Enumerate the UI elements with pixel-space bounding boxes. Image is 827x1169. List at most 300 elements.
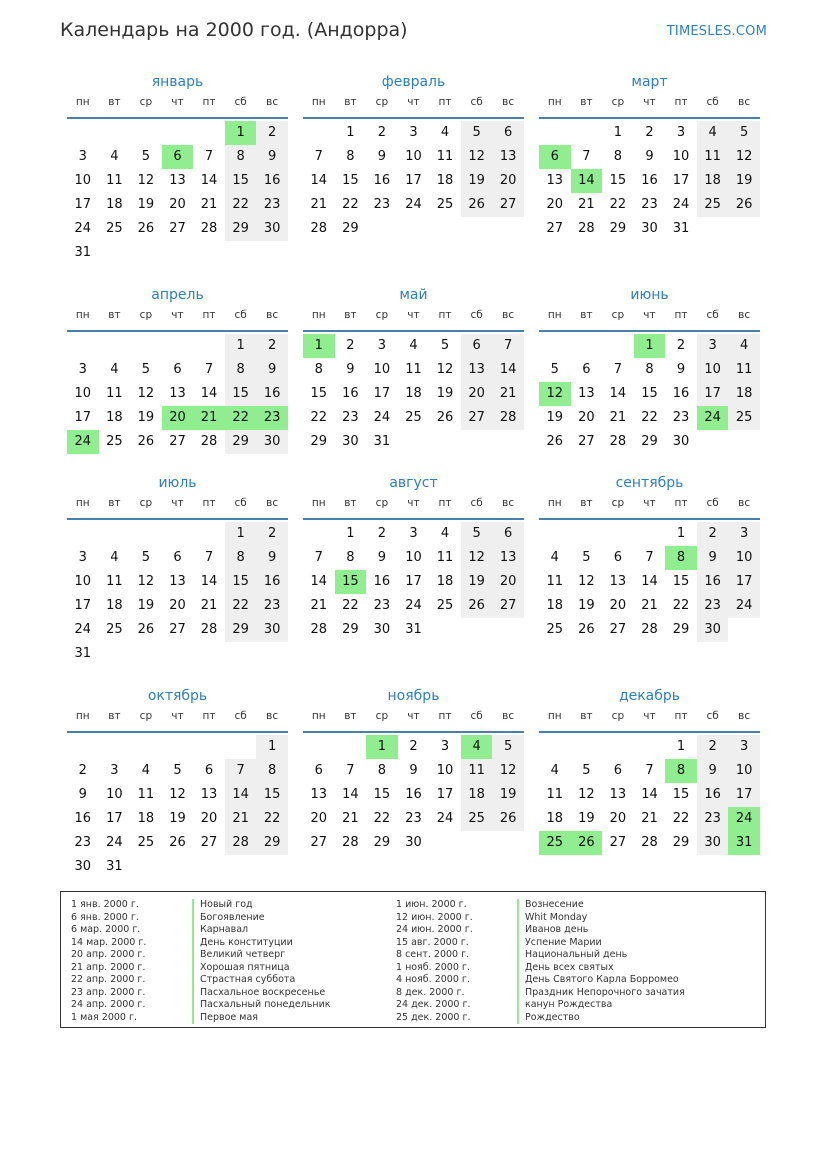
day-cell: 3 (697, 334, 729, 358)
day-cell: 25 (546, 622, 564, 637)
day-cell: 8 (613, 149, 623, 164)
day-cell: 19 (461, 570, 493, 594)
day-cell: 26 (578, 622, 595, 637)
day-cell: 24 (436, 811, 454, 826)
holiday-name: Вознесение (517, 899, 584, 912)
day-cell: 5 (440, 338, 450, 353)
day-cell-empty (303, 121, 335, 145)
day-cell-empty (67, 121, 99, 145)
month-name: март (631, 74, 668, 90)
day-cell: 10 (74, 386, 92, 401)
holiday-name: Карнавал (192, 924, 248, 937)
day-cell: 18 (405, 386, 422, 401)
day-cell: 9 (645, 149, 654, 164)
weekday-label: сб (234, 710, 247, 722)
day-cell: 10 (405, 149, 422, 164)
day-cell: 8 (225, 358, 257, 382)
day-cell: 6 (492, 121, 524, 145)
day-cell: 5 (461, 522, 493, 546)
day-cell-holiday: 23 (256, 406, 288, 430)
weekday-label: вс (502, 710, 515, 722)
day-cell: 19 (137, 410, 155, 425)
day-cell: 3 (110, 763, 119, 778)
month-name: май (399, 287, 428, 303)
day-cell: 8 (314, 362, 323, 377)
weekday-label: чт (171, 309, 184, 321)
day-cell-holiday: 24 (67, 430, 99, 454)
weekday-label: пн (547, 710, 562, 722)
weekday-label: сб (706, 497, 719, 509)
day-cell: 27 (310, 835, 328, 850)
weekday-label: ср (375, 710, 389, 722)
day-cell: 10 (728, 759, 760, 783)
day-cell: 1 (225, 522, 257, 546)
day-cell: 13 (492, 546, 524, 570)
day-cell-empty (634, 522, 666, 546)
day-cell: 9 (256, 145, 288, 169)
day-cell: 27 (578, 434, 595, 449)
day-cell: 16 (256, 169, 288, 193)
day-cell: 11 (436, 149, 454, 164)
day-cell: 5 (492, 735, 524, 759)
day-cell: 13 (169, 574, 186, 589)
day-cell: 19 (546, 410, 564, 425)
day-cell: 26 (137, 622, 155, 637)
day-cell: 17 (728, 570, 760, 594)
holiday-name: Великий четверг (192, 949, 285, 962)
weekday-label: пт (202, 309, 216, 321)
weekday-header (539, 92, 760, 119)
day-cell: 21 (225, 807, 257, 831)
day-cell-empty (602, 735, 634, 759)
day-cell: 14 (342, 787, 359, 802)
day-cell: 29 (225, 217, 257, 241)
day-cell-empty (130, 121, 162, 145)
weekday-label: вт (108, 96, 121, 108)
day-cell-empty (162, 735, 194, 759)
weekday-label: пт (202, 497, 216, 509)
day-cell-holiday: 24 (697, 406, 729, 430)
weekday-header (67, 493, 288, 520)
day-cell: 22 (342, 197, 359, 212)
day-cell-empty (193, 735, 225, 759)
day-cell: 18 (137, 811, 155, 826)
day-cell: 30 (256, 618, 288, 642)
weekday-label: ср (139, 710, 153, 722)
day-cell: 8 (645, 362, 654, 377)
day-cell: 24 (373, 410, 391, 425)
day-cell: 11 (461, 759, 493, 783)
holiday-name: Иванов день (517, 924, 588, 937)
day-cell: 26 (137, 434, 155, 449)
day-cell-empty (539, 334, 571, 358)
weekday-label: вт (580, 497, 593, 509)
day-cell: 12 (137, 386, 155, 401)
holiday-name: День конституции (192, 937, 293, 950)
day-cell: 9 (78, 787, 87, 802)
day-cell-empty (571, 522, 603, 546)
day-cell: 6 (613, 763, 623, 778)
day-cell: 3 (409, 125, 418, 140)
day-cell: 2 (78, 763, 87, 778)
holiday-date: 8 сент. 2000 г. (396, 949, 470, 960)
legend-row (61, 987, 331, 1000)
weekday-label: вт (580, 710, 593, 722)
day-cell: 9 (377, 550, 387, 565)
holiday-date: 25 дек. 2000 г. (396, 1011, 471, 1023)
legend-row (386, 974, 685, 987)
day-cell: 20 (609, 598, 627, 613)
day-cell: 20 (169, 197, 186, 212)
day-cell: 10 (74, 173, 92, 188)
day-cell: 7 (613, 362, 623, 377)
holiday-name: Хорошая пятница (192, 962, 290, 975)
day-cell-empty (571, 735, 603, 759)
day-cell: 23 (405, 811, 422, 826)
day-cell: 25 (106, 221, 123, 236)
day-cell: 2 (697, 735, 729, 759)
legend-row (386, 987, 685, 1000)
day-cell: 7 (204, 149, 214, 164)
day-cell: 25 (106, 434, 123, 449)
day-cell: 16 (697, 570, 729, 594)
day-cell: 28 (200, 221, 218, 236)
day-cell-holiday: 1 (225, 121, 257, 145)
day-cell: 17 (672, 173, 690, 188)
day-cell: 12 (492, 759, 524, 783)
day-cell: 13 (546, 173, 564, 188)
weekday-label: вт (344, 710, 357, 722)
legend-row (61, 949, 331, 962)
day-cell: 31 (106, 859, 123, 874)
day-cell: 9 (697, 759, 729, 783)
weekday-label: ср (375, 309, 389, 321)
day-cell: 14 (310, 173, 328, 188)
weekday-label: пн (311, 710, 326, 722)
day-cell: 15 (342, 173, 359, 188)
weekday-label: ср (139, 96, 153, 108)
day-cell: 21 (200, 598, 218, 613)
month-name: июль (158, 475, 197, 491)
day-cell: 16 (342, 386, 359, 401)
day-cell: 7 (225, 759, 257, 783)
day-cell: 13 (200, 787, 218, 802)
day-cell-holiday: 14 (571, 169, 603, 193)
day-cell-empty (303, 522, 335, 546)
day-cell: 13 (492, 145, 524, 169)
day-cell: 2 (256, 522, 288, 546)
holiday-name: День Святого Карла Борромео (517, 974, 679, 987)
holiday-date: 22 апр. 2000 г. (71, 974, 146, 985)
weekday-label: сб (470, 96, 483, 108)
day-cell-holiday: 24 (728, 807, 760, 831)
day-cell-empty (602, 334, 634, 358)
day-cell: 15 (609, 173, 627, 188)
day-cell: 27 (609, 835, 627, 850)
day-cell: 4 (697, 121, 729, 145)
weekday-label: чт (171, 710, 184, 722)
day-cell: 25 (697, 193, 729, 217)
month-name: февраль (381, 74, 446, 90)
day-cell: 26 (728, 193, 760, 217)
day-cell: 14 (200, 386, 218, 401)
day-cell-empty (571, 121, 603, 145)
day-cell: 23 (256, 594, 288, 618)
day-cell: 8 (346, 550, 355, 565)
day-cell: 29 (609, 221, 627, 236)
day-cell: 5 (582, 550, 591, 565)
day-cell-empty (99, 121, 131, 145)
legend-row (386, 937, 685, 950)
day-cell: 30 (256, 217, 288, 241)
day-cell: 31 (405, 622, 422, 637)
weekday-label: пт (438, 309, 452, 321)
day-cell: 21 (310, 598, 328, 613)
day-cell: 29 (225, 618, 257, 642)
weekday-label: ср (611, 309, 625, 321)
day-cell-holiday: 6 (539, 145, 571, 169)
day-cell: 21 (492, 382, 524, 406)
day-cell: 27 (169, 622, 186, 637)
day-cell: 17 (405, 574, 422, 589)
day-cell: 9 (676, 362, 686, 377)
day-cell-empty (303, 735, 335, 759)
day-grid (539, 121, 760, 241)
weekday-header (303, 493, 524, 520)
day-cell: 21 (578, 197, 595, 212)
holiday-name: Первое мая (192, 1012, 258, 1025)
day-cell: 29 (373, 835, 391, 850)
day-cell-empty (193, 522, 225, 546)
day-cell: 13 (609, 787, 627, 802)
day-cell: 7 (346, 763, 355, 778)
day-cell: 30 (672, 434, 690, 449)
day-cell: 24 (405, 197, 422, 212)
day-cell: 3 (728, 522, 760, 546)
day-cell: 23 (641, 197, 658, 212)
holiday-date: 6 мар. 2000 г. (71, 924, 141, 935)
day-cell: 16 (405, 787, 422, 802)
legend-row (386, 899, 685, 912)
day-cell: 7 (645, 763, 654, 778)
day-cell: 19 (169, 811, 186, 826)
day-cell-empty (335, 735, 367, 759)
day-grid (67, 522, 288, 666)
day-cell: 20 (169, 598, 186, 613)
day-cell-empty (162, 522, 194, 546)
day-cell-empty (99, 522, 131, 546)
legend-row (61, 1012, 331, 1025)
legend-row (386, 999, 685, 1012)
day-cell: 29 (225, 430, 257, 454)
holiday-name: Успение Марии (517, 937, 602, 950)
weekday-label: вт (580, 96, 593, 108)
weekday-label: пн (547, 309, 562, 321)
day-cell-holiday: 8 (665, 546, 697, 570)
weekday-label: пт (202, 96, 216, 108)
holiday-date: 23 апр. 2000 г. (71, 986, 146, 998)
weekday-label: вт (344, 96, 357, 108)
weekday-header (539, 493, 760, 520)
day-cell: 31 (74, 245, 92, 260)
day-cell: 13 (609, 574, 627, 589)
day-cell-empty (130, 334, 162, 358)
day-cell: 3 (728, 735, 760, 759)
month-6 (539, 285, 760, 454)
day-cell: 15 (672, 787, 690, 802)
day-cell: 23 (256, 193, 288, 217)
brand-link[interactable]: TIMESLES.COM (666, 24, 767, 39)
weekday-label: пн (547, 96, 562, 108)
day-cell: 19 (578, 811, 595, 826)
holiday-date: 14 мар. 2000 г. (71, 936, 147, 948)
day-cell: 31 (373, 434, 391, 449)
weekday-label: вт (580, 309, 593, 321)
day-cell: 24 (74, 622, 92, 637)
day-cell: 18 (546, 598, 564, 613)
day-grid (67, 334, 288, 454)
holiday-date: 24 июн. 2000 г. (396, 924, 473, 935)
day-cell: 1 (346, 526, 355, 541)
day-cell: 3 (377, 338, 387, 353)
day-grid (539, 334, 760, 454)
weekday-label: сб (234, 309, 247, 321)
day-cell: 22 (672, 811, 690, 826)
day-cell: 2 (377, 125, 387, 140)
day-cell: 26 (461, 193, 493, 217)
legend-row (61, 912, 331, 925)
day-cell: 22 (342, 598, 359, 613)
day-cell: 6 (314, 763, 323, 778)
day-cell: 13 (461, 358, 493, 382)
day-cell: 1 (676, 739, 686, 754)
month-9 (539, 473, 760, 642)
weekday-label: вс (266, 497, 279, 509)
day-cell: 24 (728, 594, 760, 618)
day-cell: 21 (641, 811, 658, 826)
holiday-name: Богоявление (192, 912, 265, 925)
day-cell: 6 (461, 334, 493, 358)
day-cell: 8 (225, 145, 257, 169)
weekday-label: пн (75, 309, 90, 321)
holiday-date: 24 апр. 2000 г. (71, 999, 146, 1010)
day-cell: 10 (106, 787, 123, 802)
weekday-header (303, 706, 524, 733)
day-cell: 13 (578, 386, 595, 401)
day-cell: 22 (256, 807, 288, 831)
day-cell: 18 (546, 811, 564, 826)
month-12 (539, 686, 760, 855)
legend-row (61, 924, 331, 937)
day-cell: 10 (436, 763, 454, 778)
day-grid (539, 735, 760, 855)
day-cell: 14 (641, 787, 658, 802)
day-cell: 18 (461, 783, 493, 807)
holiday-name: Whit Monday (517, 912, 587, 925)
day-cell-empty (225, 735, 257, 759)
day-cell: 2 (645, 125, 654, 140)
legend-column-left (61, 899, 331, 1024)
holiday-name: Пасхальный понедельник (192, 999, 331, 1012)
day-cell: 28 (310, 221, 328, 236)
day-cell: 1 (613, 125, 623, 140)
day-cell: 14 (310, 574, 328, 589)
day-cell: 29 (672, 835, 690, 850)
day-cell: 16 (256, 570, 288, 594)
month-8 (303, 473, 524, 642)
day-cell: 8 (225, 546, 257, 570)
weekday-label: пт (674, 309, 688, 321)
day-cell: 20 (461, 382, 493, 406)
day-cell: 11 (697, 145, 729, 169)
day-cell: 18 (697, 169, 729, 193)
day-cell: 16 (641, 173, 658, 188)
weekday-label: вс (502, 96, 515, 108)
month-10 (67, 686, 288, 879)
holiday-date: 8 дек. 2000 г. (396, 986, 465, 998)
day-cell: 30 (697, 618, 729, 642)
day-cell-empty (539, 735, 571, 759)
weekday-label: сб (706, 96, 719, 108)
day-cell: 17 (74, 410, 92, 425)
month-name: октябрь (147, 688, 208, 704)
day-cell: 25 (405, 410, 422, 425)
weekday-label: пн (75, 497, 90, 509)
day-cell: 25 (106, 622, 123, 637)
day-cell-holiday: 1 (303, 334, 335, 358)
day-cell: 13 (310, 787, 328, 802)
weekday-label: пт (202, 710, 216, 722)
day-cell: 15 (225, 382, 257, 406)
day-cell: 2 (676, 338, 686, 353)
day-cell: 28 (609, 434, 627, 449)
day-cell: 27 (546, 221, 564, 236)
day-cell: 11 (106, 173, 123, 188)
weekday-label: пт (438, 96, 452, 108)
day-grid (303, 735, 524, 855)
day-cell: 19 (461, 169, 493, 193)
day-cell: 10 (373, 362, 391, 377)
day-cell: 16 (672, 386, 690, 401)
day-cell: 3 (440, 739, 450, 754)
weekday-label: вт (108, 309, 121, 321)
day-cell: 23 (672, 410, 690, 425)
day-cell: 5 (550, 362, 559, 377)
legend-row (386, 949, 685, 962)
weekday-label: вс (266, 710, 279, 722)
weekday-label: вс (266, 96, 279, 108)
day-cell: 9 (697, 546, 729, 570)
day-cell: 6 (492, 522, 524, 546)
day-cell: 17 (74, 598, 92, 613)
month-2 (303, 72, 524, 241)
day-cell: 4 (550, 550, 559, 565)
day-cell: 14 (641, 574, 658, 589)
day-cell: 22 (641, 410, 658, 425)
day-cell: 3 (676, 125, 686, 140)
day-cell-holiday: 31 (728, 831, 760, 855)
holiday-name: Новый год (192, 899, 253, 912)
day-cell: 2 (409, 739, 418, 754)
day-cell: 6 (173, 362, 182, 377)
holiday-name: Праздник Непорочного зачатия (517, 987, 685, 1000)
day-cell-empty (602, 522, 634, 546)
holiday-date: 15 авг. 2000 г. (396, 936, 469, 948)
day-cell: 23 (74, 835, 92, 850)
day-cell: 21 (609, 410, 627, 425)
day-cell: 16 (256, 382, 288, 406)
day-cell: 14 (200, 173, 218, 188)
